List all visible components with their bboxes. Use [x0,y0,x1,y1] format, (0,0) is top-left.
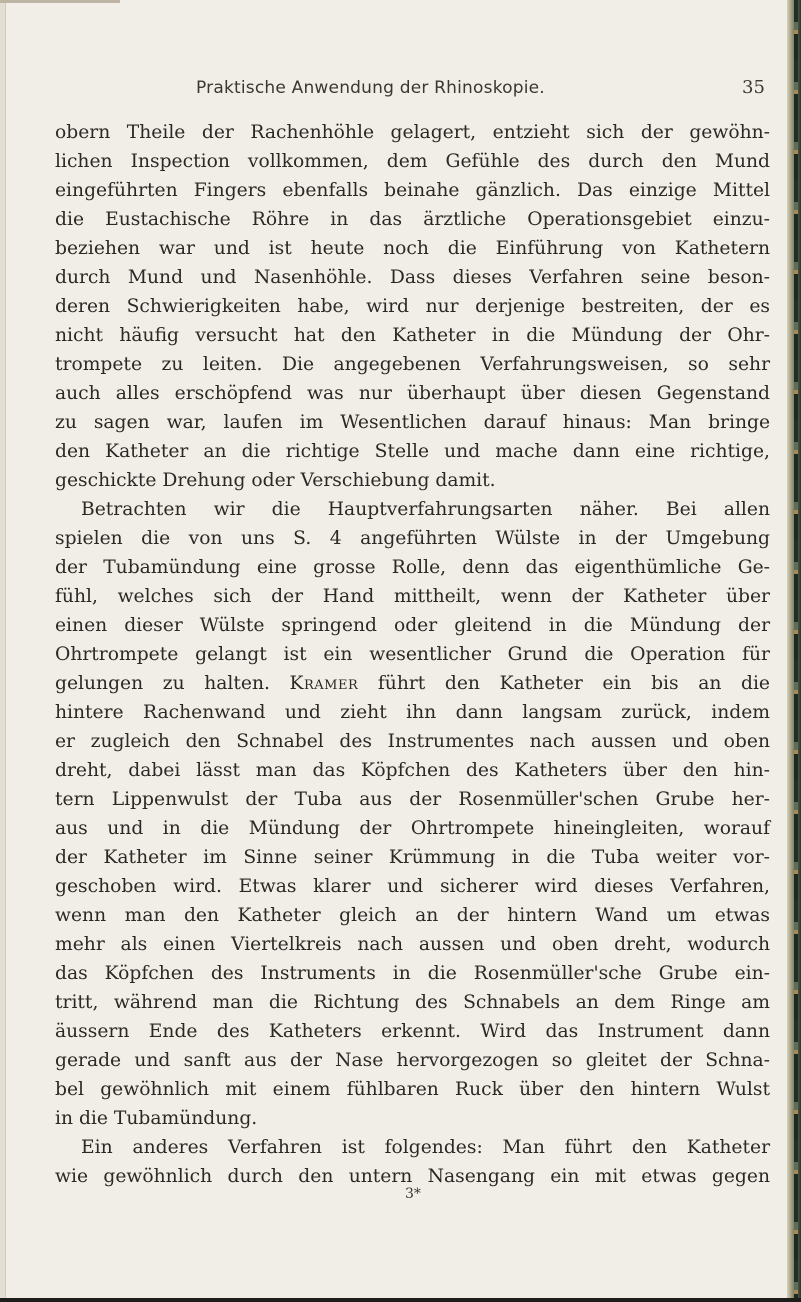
running-title: Praktische Anwendung der Rhinoskopie. [196,78,545,98]
text-line: er zugleich den Schnabel des Instrumentes nach aussen und oben [55,731,770,752]
text-line: wenn man den Katheter gleich an der hintern Wand um etwas [55,905,770,926]
text-line: fühl, welches sich der Hand mittheilt, wenn der Katheter über [55,586,770,607]
page-number: 35 [742,77,765,98]
text-line: obern Theile der Rachenhöhle gelagert, entzieht sich der gewöhn- [55,122,770,143]
body-text [55,118,770,1191]
text-line: der Katheter im Sinne seiner Krümmung in die Tuba weiter vor- [55,847,770,868]
text-line: einen dieser Wülste springend oder gleitend in die Mündung der [55,615,770,636]
text-line: beziehen war und ist heute noch die Einführung von Kathetern [55,238,770,259]
top-edge-rule [0,0,120,3]
text-line: zu sagen war, laufen im Wesentlichen darauf hinaus: Man bringe [55,412,770,433]
text-line: wie gewöhnlich durch den untern Nasengang ein mit etwas gegen [55,1166,770,1187]
text-line: durch Mund und Nasenhöhle. Dass dieses Verfahren seine beson- [55,267,770,288]
text-line: der Tubamündung eine grosse Rolle, denn das eigenthümliche Ge- [55,557,770,578]
page-left-edge [0,0,6,1302]
text-line: eingeführten Fingers ebenfalls beinahe gänzlich. Das einzige Mittel [55,180,770,201]
signature-mark: 3* [405,1186,421,1202]
text-line: die Eustachische Röhre in das ärztliche Operationsgebiet einzu- [55,209,770,230]
author-name: Kramer [289,673,359,694]
text-line: mehr als einen Viertelkreis nach aussen und oben dreht, wodurch [55,934,770,955]
text-line: äussern Ende des Katheters erkennt. Wird das Instrument dann [55,1021,770,1042]
text-line: das Köpfchen des Instruments in die Rosenmüller'sche Grube ein- [55,963,770,984]
text-line: dreht, dabei lässt man das Köpfchen des Katheters über den hin- [55,760,770,781]
text-line: geschoben wird. Etwas klarer und sicherer wird dieses Verfahren, [55,876,770,897]
text-line: bel gewöhnlich mit einem fühlbaren Ruck über den hintern Wulst [55,1079,770,1100]
bottom-edge-rule [0,1298,801,1302]
text-fragment: gelungen zu halten. [55,673,270,694]
text-line: den Katheter an die richtige Stelle und mache dann eine richtige, [55,441,770,462]
text-line: geschickte Drehung oder Verschiebung damit. [55,470,496,491]
text-line: deren Schwierigkeiten habe, wird nur derjenige bestreiten, der es [55,296,770,317]
spine-binding [794,0,798,1302]
text-line: aus und in die Mündung der Ohrtrompete hineingleiten, worauf [55,818,770,839]
text-line: tern Lippenwulst der Tuba aus der Rosenmüller'schen Grube her- [55,789,770,810]
text-line: trompete zu leiten. Die angegebenen Verfahrungsweisen, so sehr [55,354,770,375]
text-line: in die Tubamündung. [55,1108,258,1129]
paragraph-start-line: Ein anderes Verfahren ist folgendes: Man führt den Katheter [81,1137,770,1158]
text-line: auch alles erschöpfend was nur überhaupt über diesen Gegenstand [55,383,770,404]
text-line: tritt, während man die Richtung des Schnabels an dem Ringe am [55,992,770,1013]
text-line-with-author [55,669,770,698]
text-fragment: führt den Katheter ein bis an die [358,673,770,694]
text-line: Ohrtrompete gelangt ist ein wesentlicher Grund die Operation für [55,644,770,665]
text-line: lichen Inspection vollkommen, dem Gefühle des durch den Mund [55,151,770,172]
paragraph-start-line: Betrachten wir die Hauptverfahrungsarten näher. Bei allen [81,499,770,520]
text-line: spielen die von uns S. 4 angeführten Wülste in der Umgebung [55,528,770,549]
book-spine-edge [787,0,801,1302]
text-line: gerade und sanft aus der Nase hervorgezogen so gleitet der Schna- [55,1050,770,1071]
text-line: hintere Rachenwand und zieht ihn dann langsam zurück, indem [55,702,770,723]
text-line: nicht häufig versucht hat den Katheter in die Mündung der Ohr- [55,325,770,346]
